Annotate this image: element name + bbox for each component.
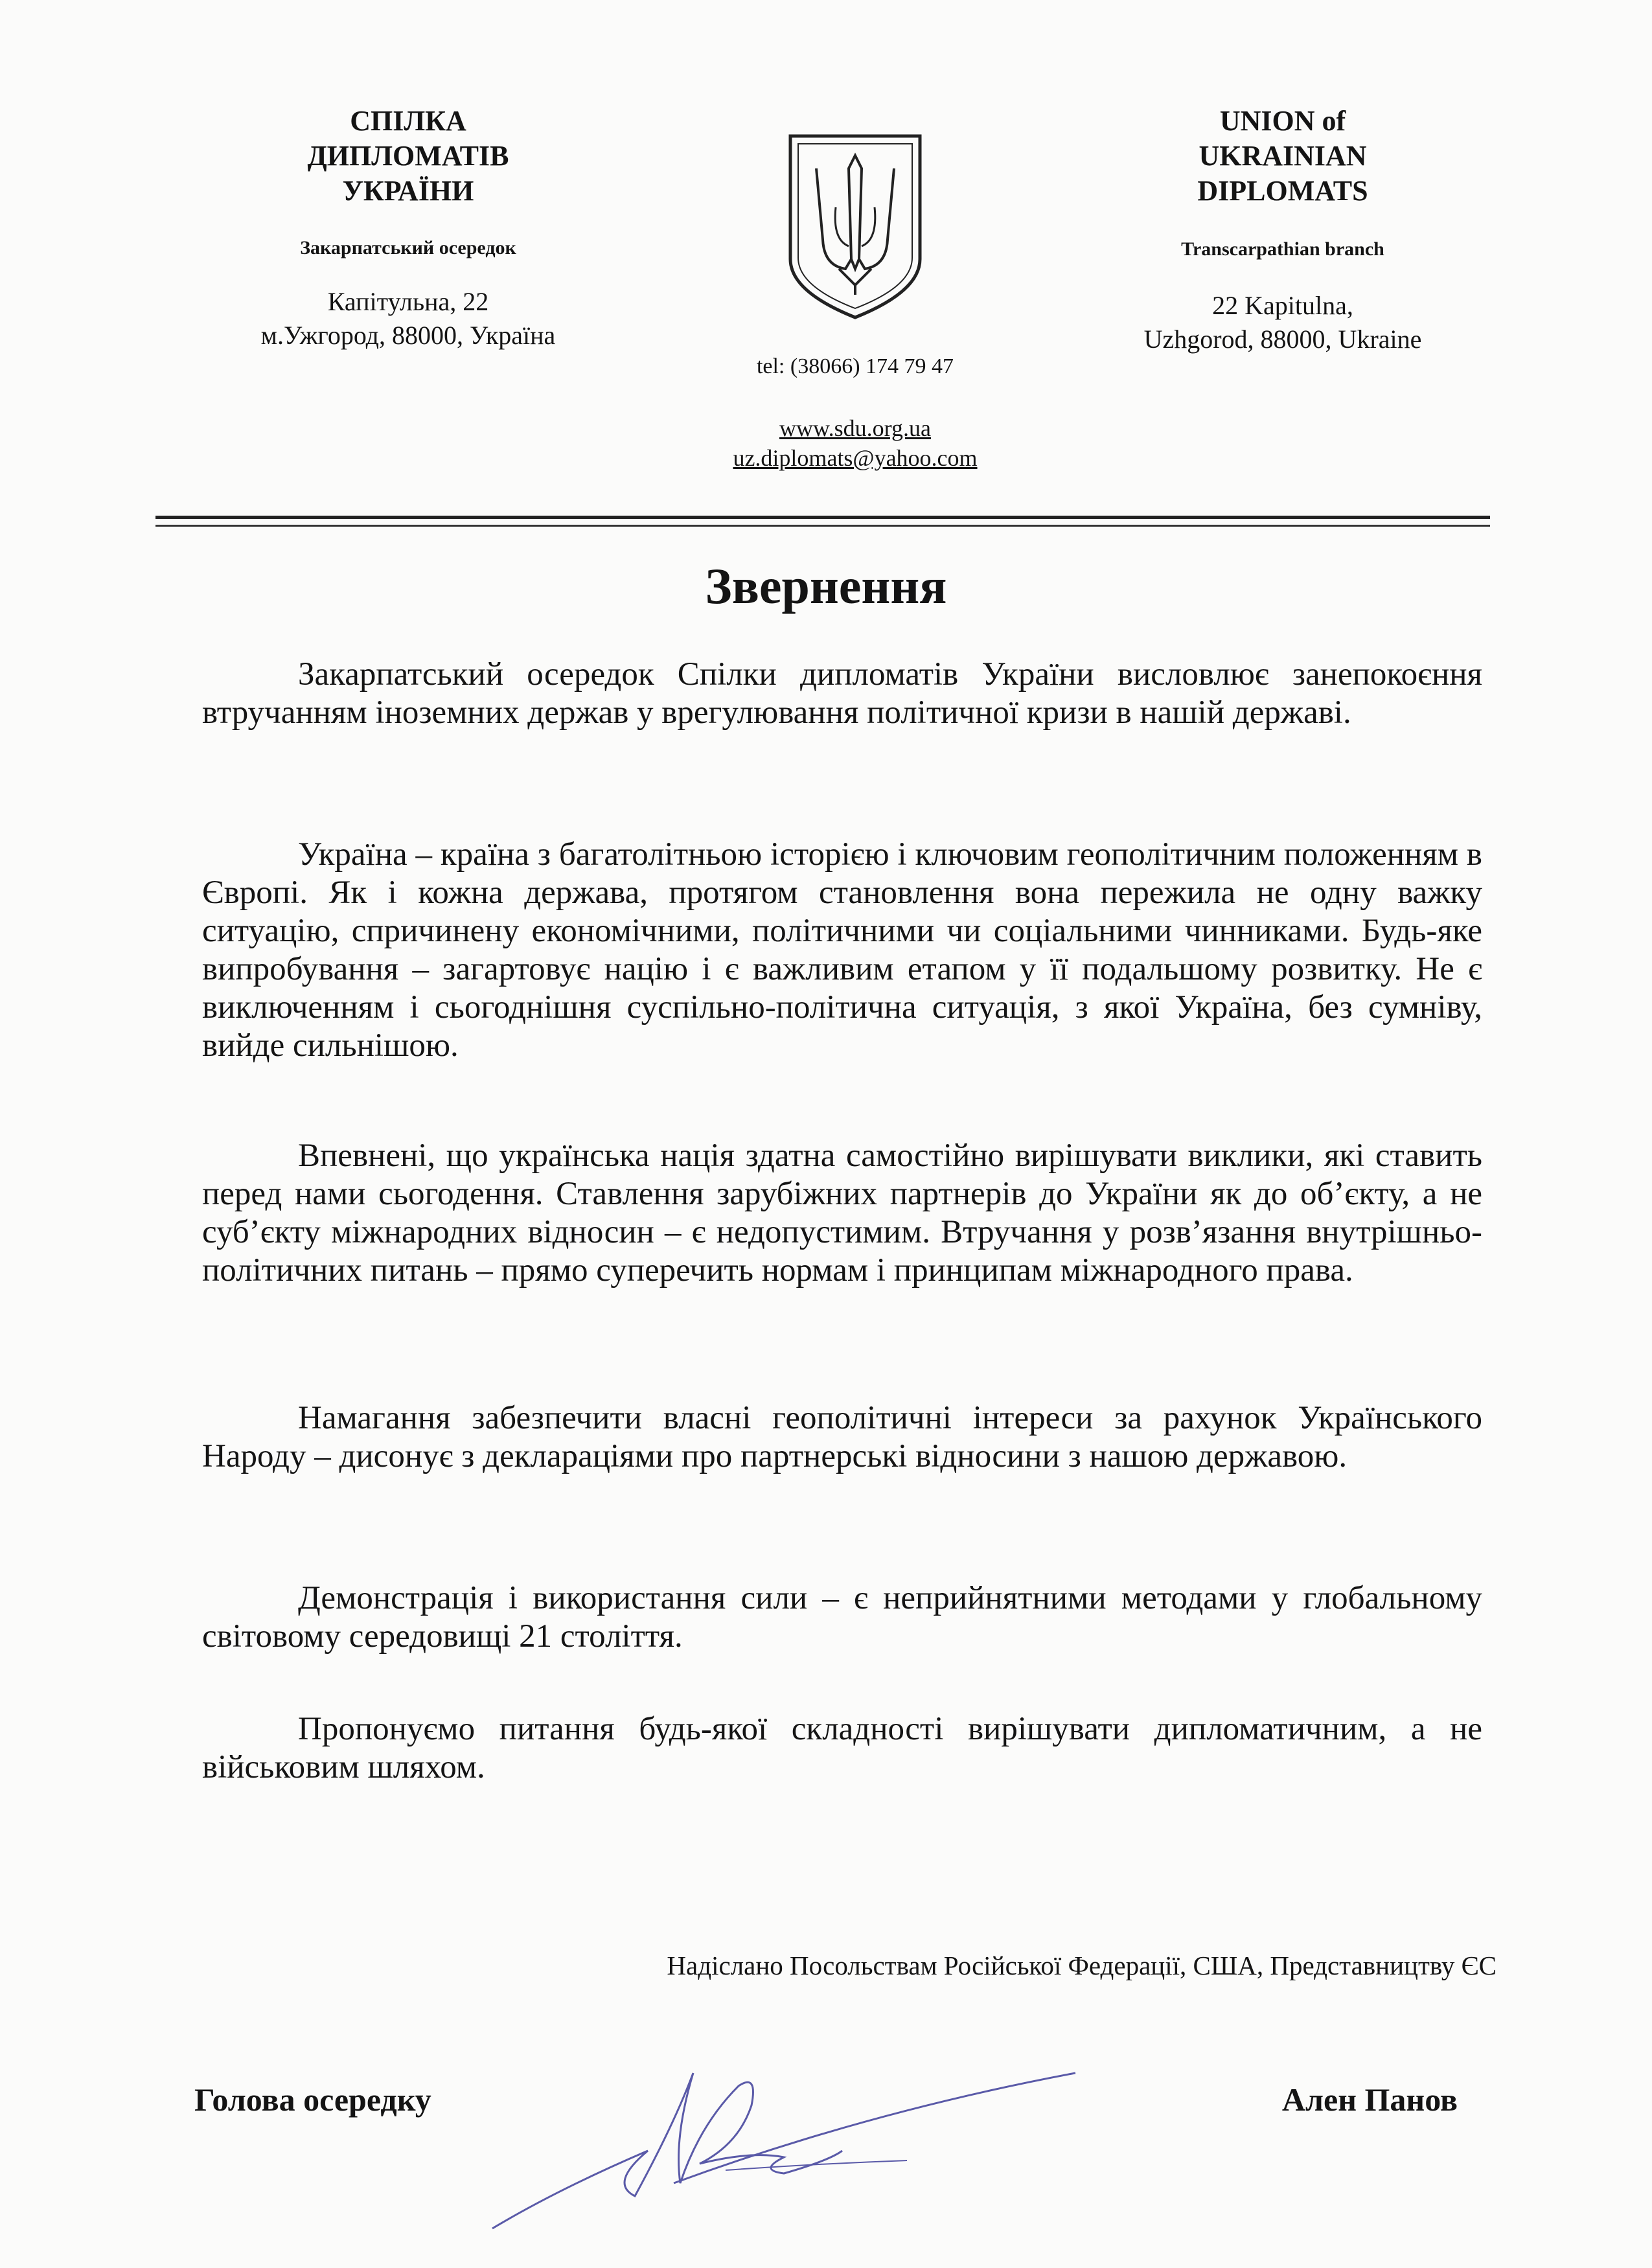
document-title: Звернення <box>705 558 947 614</box>
org-name-line2: ДИПЛОМАТІВ <box>307 140 509 172</box>
address-en-line2: Uzhgorod, 88000, Ukraine <box>1143 325 1422 354</box>
paragraph-5: Демонстрація і використання сили – є неприйнятними методами у глобальному світовому середовищі 21 століття. <box>202 1580 1482 1655</box>
website-link[interactable]: www.sdu.org.ua <box>779 415 931 441</box>
email-link[interactable]: uz.diplomats@yahoo.com <box>733 445 978 471</box>
org-name-line1: СПІЛКА <box>350 105 466 137</box>
paragraph-1: Закарпатський осередок Спілки дипломатів України висловлює занепокоєння втручанням іноземних держав у врегулювання політичної кризи в нашій державі. <box>202 656 1482 731</box>
address-line2: м.Ужгород, 88000, Україна <box>260 321 556 350</box>
branch-name-en: Transcarpathian branch <box>1181 238 1384 260</box>
address-line1: Капітульна, 22 <box>327 287 489 316</box>
header-center <box>648 130 1062 473</box>
trident-coat-of-arms-icon <box>784 130 926 324</box>
org-name-line3: УКРАЇНИ <box>342 175 474 207</box>
sent-to-note: Надіслано Посольствам Російської Федерації, США, Представництву ЄС <box>667 1951 1497 1980</box>
header-divider-thin <box>155 525 1490 527</box>
paragraph-4: Намагання забезпечити власні геополітичні інтереси за рахунок Українського Народу – дисонує з деклараціями про партнерські відносини з нашою державою. <box>202 1400 1482 1474</box>
signer-name: Ален Панов <box>1281 2081 1458 2118</box>
branch-name: Закарпатський осередок <box>300 237 516 258</box>
header-left-ukrainian <box>162 104 654 352</box>
paragraph-2: Україна – країна з багатолітньою історією і ключовим геополітичним положенням в Європі. Як і кожна держава, протягом становлення вона пережила не одну важку ситуацію, спричинену економічними, політичними чи соціальними чинниками. Будь-яке випробування – загартовує націю і є важливим етапом у її подальшому розвитку. Не є виключенням і сьогоднішня суспільно-політична ситуація, з якої Україна, без сумніву, вийде сильнішою. <box>202 836 1482 1064</box>
handwritten-signature-icon <box>479 2034 1088 2241</box>
header-right-english <box>1062 104 1503 356</box>
paragraph-3: Впевнені, що українська нація здатна самостійно вирішувати виклики, які ставить перед нами сьогодення. Ставлення зарубіжних партнерів до України як до об’єкту, а не суб’єкту міжнародних відносин – є недопустимим. Втручання у розв’язання внутрішньо-політичних питань – прямо суперечить нормам і принципам міжнародного права. <box>202 1138 1482 1289</box>
header-divider-thick <box>155 516 1490 519</box>
org-name-en-line3: DIPLOMATS <box>1197 175 1368 207</box>
address-en-line1: 22 Kapitulna, <box>1212 291 1353 320</box>
org-name-en-line1: UNION of <box>1219 105 1346 137</box>
org-name-en-line2: UKRAINIAN <box>1199 140 1367 172</box>
paragraph-6: Пропонуємо питання будь-якої складності вирішувати дипломатичним, а не військовим шляхом. <box>202 1711 1482 1785</box>
telephone: tel: (38066) 174 79 47 <box>756 354 954 378</box>
signer-position: Голова осередку <box>194 2081 431 2118</box>
